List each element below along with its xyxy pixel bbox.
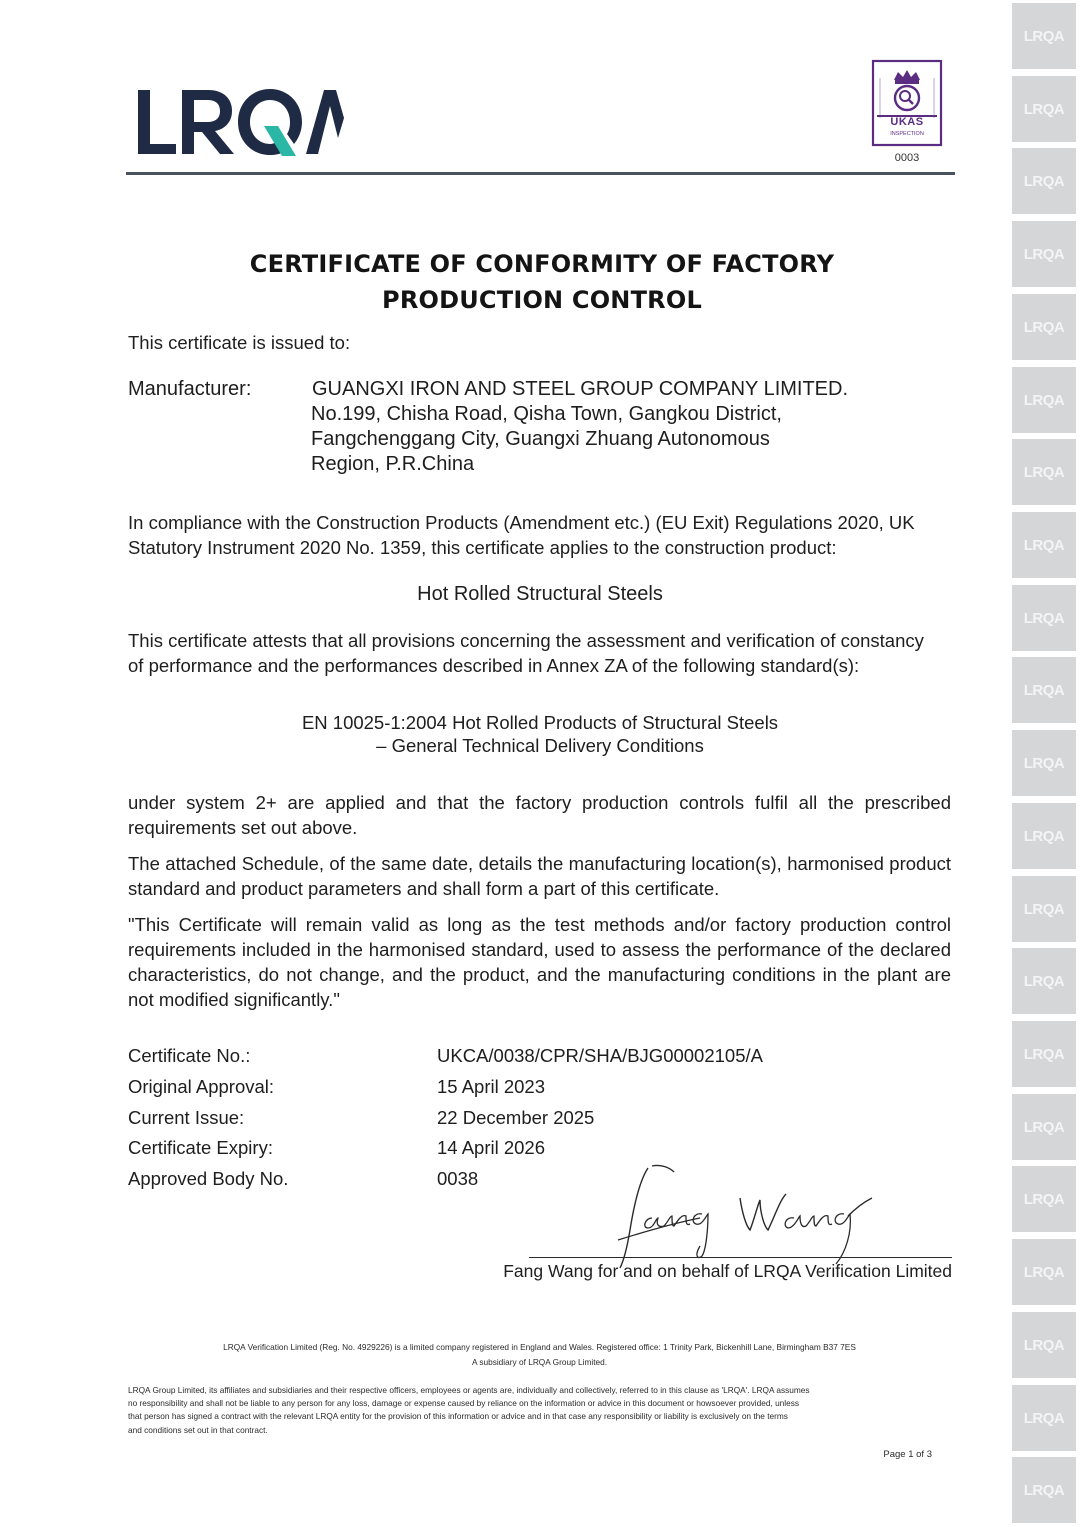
ukas-accreditation-mark — [868, 58, 946, 170]
header-divider — [126, 172, 955, 175]
footer-registration-line2: A subsidiary of LRQA Group Limited. — [471, 1357, 608, 1367]
side-watermark-tile: LRQA — [1012, 512, 1076, 578]
certificate-expiry-value: 14 April 2026 — [437, 1137, 546, 1158]
side-watermark-tile: LRQA — [1012, 585, 1076, 651]
standard-line1: EN 10025-1:2004 Hot Rolled Products of Structural Steels — [301, 712, 779, 733]
schedule-paragraph: The attached Schedule, of the same date, details the manufacturing location(s), harmonised product standard and product parameters and shall form a part of this certificate. — [128, 853, 951, 899]
lrqa-logo — [136, 86, 346, 158]
side-watermark-tile: LRQA — [1012, 803, 1076, 869]
manufacturer-address-line1: No.199, Chisha Road, Qisha Town, Gangkou District, — [311, 403, 782, 425]
current-issue-value: 22 December 2025 — [437, 1107, 595, 1128]
side-watermark-tile: LRQA — [1012, 1239, 1076, 1305]
original-approval-value: 15 April 2023 — [437, 1076, 546, 1097]
side-watermark-tile: LRQA — [1012, 730, 1076, 796]
handwritten-signature — [590, 1160, 890, 1270]
side-watermark-tile: LRQA — [1012, 1021, 1076, 1087]
original-approval-label: Original Approval: — [128, 1076, 275, 1097]
certificate-title-line2: PRODUCTION CONTROL — [382, 286, 702, 314]
certificate-expiry-label: Certificate Expiry: — [128, 1137, 273, 1158]
manufacturer-address-line3: Region, P.R.China — [311, 453, 475, 475]
footer-disclaimer-line4: and conditions set out in that contract. — [128, 1425, 268, 1435]
compliance-line2: Statutory Instrument 2020 No. 1359, this certificate applies to the construction product: — [128, 537, 837, 558]
manufacturer-label: Manufacturer: — [128, 378, 252, 400]
validity-paragraph: "This Certificate will remain valid as long as the test methods and/or factory production control requirements included in the harmonised standard, used to assess the performance of the declared characteristics, do not change, and the product, and the manufacturing conditions in the plant are not modified significantly." — [128, 914, 951, 1010]
side-watermark-tile: LRQA — [1012, 294, 1076, 360]
side-watermark-tile: LRQA — [1012, 1457, 1076, 1523]
certificate-number-label: Certificate No.: — [128, 1045, 251, 1066]
product-name: Hot Rolled Structural Steels — [417, 583, 663, 605]
ukas-name: UKAS — [890, 116, 924, 128]
page-number: Page 1 of 3 — [883, 1449, 932, 1460]
manufacturer-name: GUANGXI IRON AND STEEL GROUP COMPANY LIMITED. — [312, 378, 849, 400]
manufacturer-address-line2: Fangchenggang City, Guangxi Zhuang Autonomous — [311, 428, 770, 450]
system-paragraph: under system 2+ are applied and that the factory production controls fulfil all the prescribed requirements set out above. — [128, 792, 951, 838]
side-watermark-strip — [1010, 0, 1080, 1527]
side-watermark-tile: LRQA — [1012, 1312, 1076, 1378]
side-watermark-tile: LRQA — [1012, 876, 1076, 942]
side-watermark-tile: LRQA — [1012, 948, 1076, 1014]
current-issue-label: Current Issue: — [128, 1107, 245, 1128]
side-watermark-tile: LRQA — [1012, 657, 1076, 723]
ukas-subtitle: INSPECTION — [890, 131, 924, 137]
side-watermark-tile: LRQA — [1012, 1166, 1076, 1232]
footer-disclaimer-line3: that person has signed a contract with the relevant LRQA entity for the provision of this information or advice and in that case any responsibility or liability is exclusively on the terms — [128, 1411, 788, 1421]
side-watermark-tile: LRQA — [1012, 3, 1076, 69]
footer-registration-line1: LRQA Verification Limited (Reg. No. 4929226) is a limited company registered in England and Wales. Registered office: 1 Trinity Park, Bickenhill Lane, Birmingham B37 7ES — [223, 1342, 856, 1352]
compliance-line1: In compliance with the Construction Products (Amendment etc.) (EU Exit) Regulations 2020, UK — [128, 512, 915, 533]
footer-disclaimer-line2: no responsibility and shall not be liable to any person for any loss, damage or expense caused by reliance on the information or advice in this document or howsoever provided, unless — [128, 1398, 800, 1408]
attests-line2: of performance and the performances described in Annex ZA of the following standard(s): — [128, 655, 860, 676]
certificate-number-value: UKCA/0038/CPR/SHA/BJG00002105/A — [437, 1045, 763, 1066]
side-watermark-tile: LRQA — [1012, 367, 1076, 433]
issued-to-text: This certificate is issued to: — [128, 332, 351, 353]
side-watermark-tile: LRQA — [1012, 221, 1076, 287]
ukas-number: 0003 — [894, 152, 920, 164]
standard-line2: – General Technical Delivery Conditions — [376, 735, 704, 756]
side-watermark-tile: LRQA — [1012, 1385, 1076, 1451]
footer-disclaimer-line1: LRQA Group Limited, its affiliates and subsidiaries and their respective officers, employees or agents are, individually and collectively, referred to in this clause as 'LRQA'. LRQA assumes — [128, 1385, 810, 1395]
side-watermark-tile: LRQA — [1012, 76, 1076, 142]
side-watermark-tile: LRQA — [1012, 439, 1076, 505]
certificate-title-line1: CERTIFICATE OF CONFORMITY OF FACTORY — [249, 250, 835, 278]
signature-caption: Fang Wang for and on behalf of LRQA Verification Limited — [503, 1261, 952, 1281]
side-watermark-tile: LRQA — [1012, 1094, 1076, 1160]
attests-line1: This certificate attests that all provisions concerning the assessment and verification of constancy — [128, 630, 924, 651]
side-watermark-tile: LRQA — [1012, 148, 1076, 214]
approved-body-value: 0038 — [437, 1168, 479, 1189]
signature-line — [529, 1257, 952, 1258]
approved-body-label: Approved Body No. — [128, 1168, 289, 1189]
